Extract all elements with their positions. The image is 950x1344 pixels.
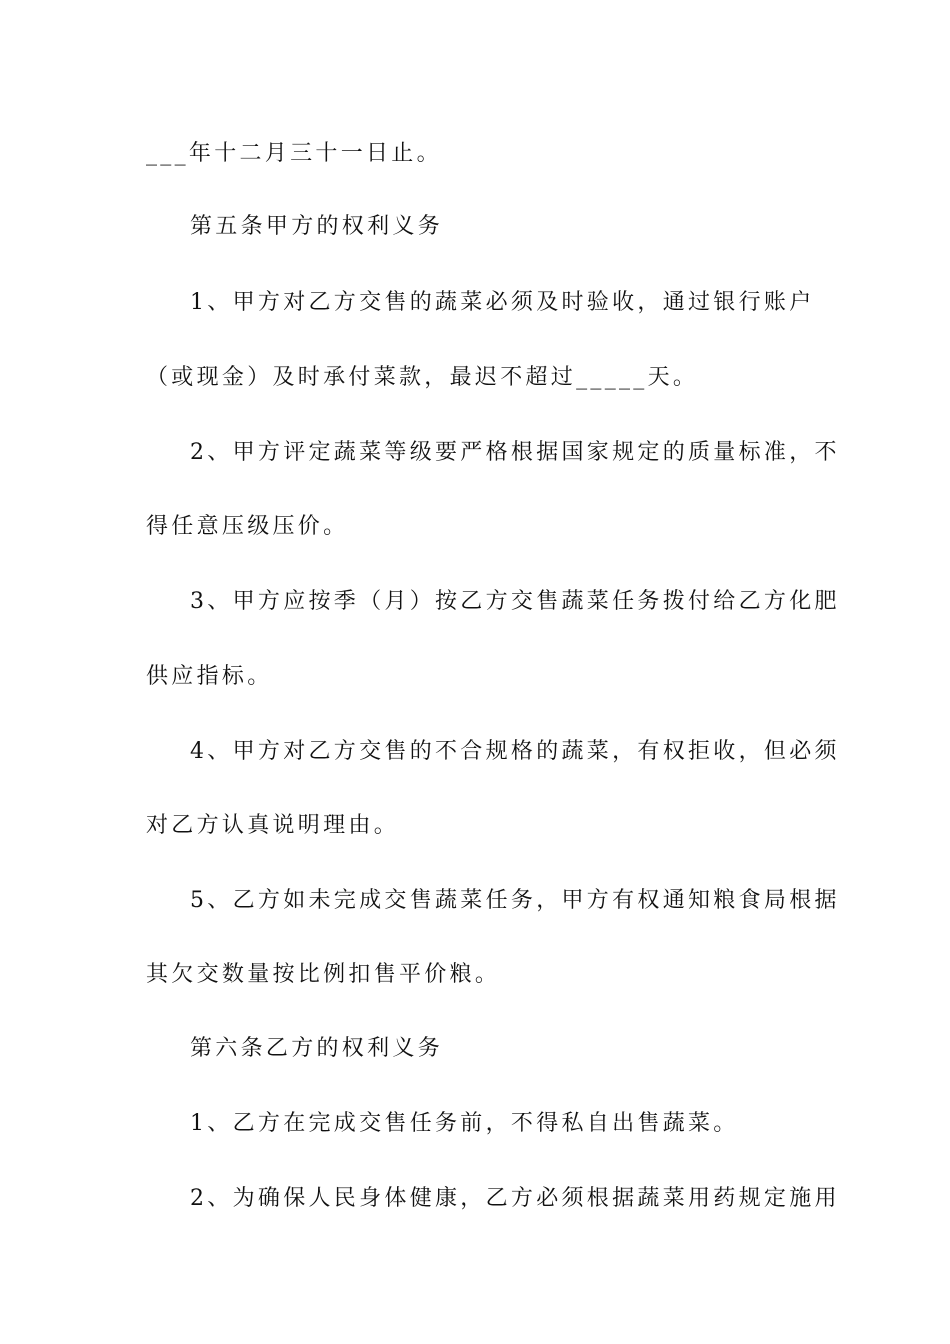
article-6-item-1-line-1: 1、乙方在完成交售任务前，不得私自出售蔬菜。 [190, 1111, 739, 1136]
article-5-item-5-line-2: 其欠交数量按比例扣售平价粮。 [146, 962, 501, 987]
article-5-item-5-line-1: 5、乙方如未完成交售蔬菜任务，甲方有权通知粮食局根据 [190, 888, 840, 913]
article-5-item-2-line-1: 2、甲方评定蔬菜等级要严格根据国家规定的质量标准，不 [190, 440, 840, 465]
article-5-item-2-line-2: 得任意压级压价。 [146, 514, 349, 539]
article-5-item-4-line-1: 4、甲方对乙方交售的不合规格的蔬菜，有权拒收，但必须 [190, 739, 840, 764]
article-5-item-4-line-2: 对乙方认真说明理由。 [146, 813, 400, 838]
article-5-item-3-line-2: 供应指标。 [146, 664, 273, 689]
article-6-item-2-line-1: 2、为确保人民身体健康，乙方必须根据蔬菜用药规定施用 [190, 1186, 840, 1211]
article-5-item-1-line-2: （或现金）及时承付菜款，最迟不超过_____天。 [146, 365, 699, 390]
article-5-heading: 第五条甲方的权利义务 [190, 214, 444, 239]
paragraph-line-end-date: ___年十二月三十一日止。 [146, 141, 442, 166]
article-6-heading: 第六条乙方的权利义务 [190, 1036, 444, 1061]
article-5-item-1-line-1: 1、甲方对乙方交售的蔬菜必须及时验收，通过银行账户 [190, 290, 815, 315]
article-5-item-3-line-1: 3、甲方应按季（月）按乙方交售蔬菜任务拨付给乙方化肥 [190, 589, 840, 614]
